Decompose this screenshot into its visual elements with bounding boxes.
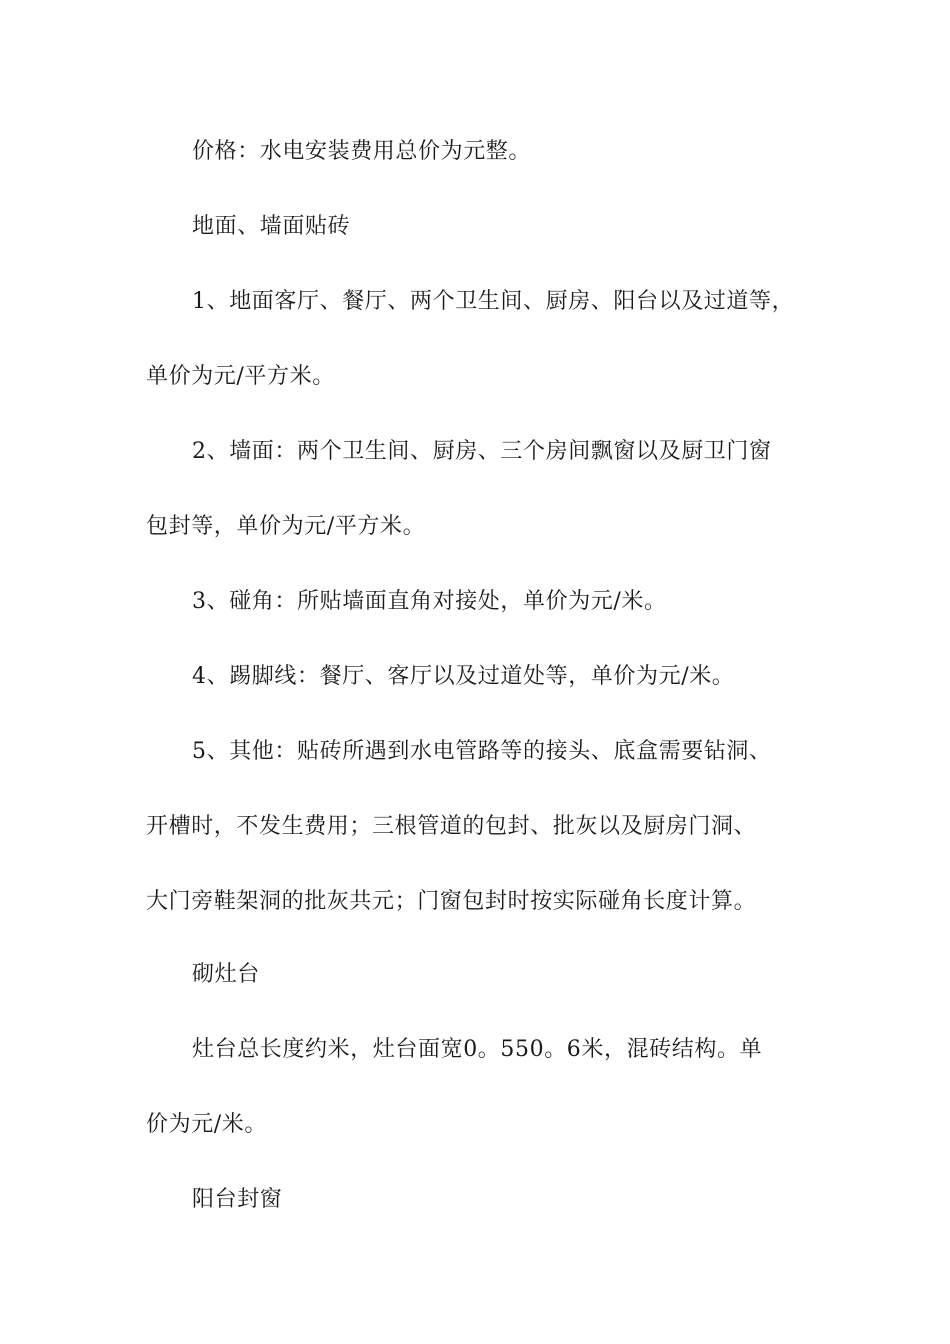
section-heading-balcony: 阳台封窗: [192, 1187, 283, 1212]
paragraph-line: 大门旁鞋架洞的批灰共元；门窗包封时按实际碰角长度计算。: [146, 889, 757, 914]
paragraph-line: 单价为元/平方米。: [146, 364, 335, 389]
paragraph-line: 开槽时，不发生费用；三根管道的包封、批灰以及厨房门洞、: [146, 814, 757, 839]
paragraph-line: 2、墙面：两个卫生间、厨房、三个房间飘窗以及厨卫门窗: [192, 439, 772, 464]
paragraph-line: 4、踢脚线：餐厅、客厅以及过道处等，单价为元/米。: [192, 664, 735, 689]
price-total-line: 价格：水电安装费用总价为元整。: [192, 139, 532, 164]
paragraph-line: 1、地面客厅、餐厅、两个卫生间、厨房、阳台以及过道等，: [192, 289, 795, 314]
paragraph-line: 3、碰角：所贴墙面直角对接处，单价为元/米。: [192, 589, 667, 614]
paragraph-line: 5、其他：贴砖所遇到水电管路等的接头、底盒需要钻洞、: [192, 739, 772, 764]
paragraph-line: 灶台总长度约米，灶台面宽0。550。6米，混砖结构。单: [192, 1037, 763, 1062]
paragraph-line: 价为元/米。: [146, 1112, 268, 1137]
paragraph-line: 包封等，单价为元/平方米。: [146, 514, 426, 539]
section-heading-tiling: 地面、墙面贴砖: [192, 214, 351, 239]
section-heading-stove: 砌灶台: [192, 962, 260, 987]
